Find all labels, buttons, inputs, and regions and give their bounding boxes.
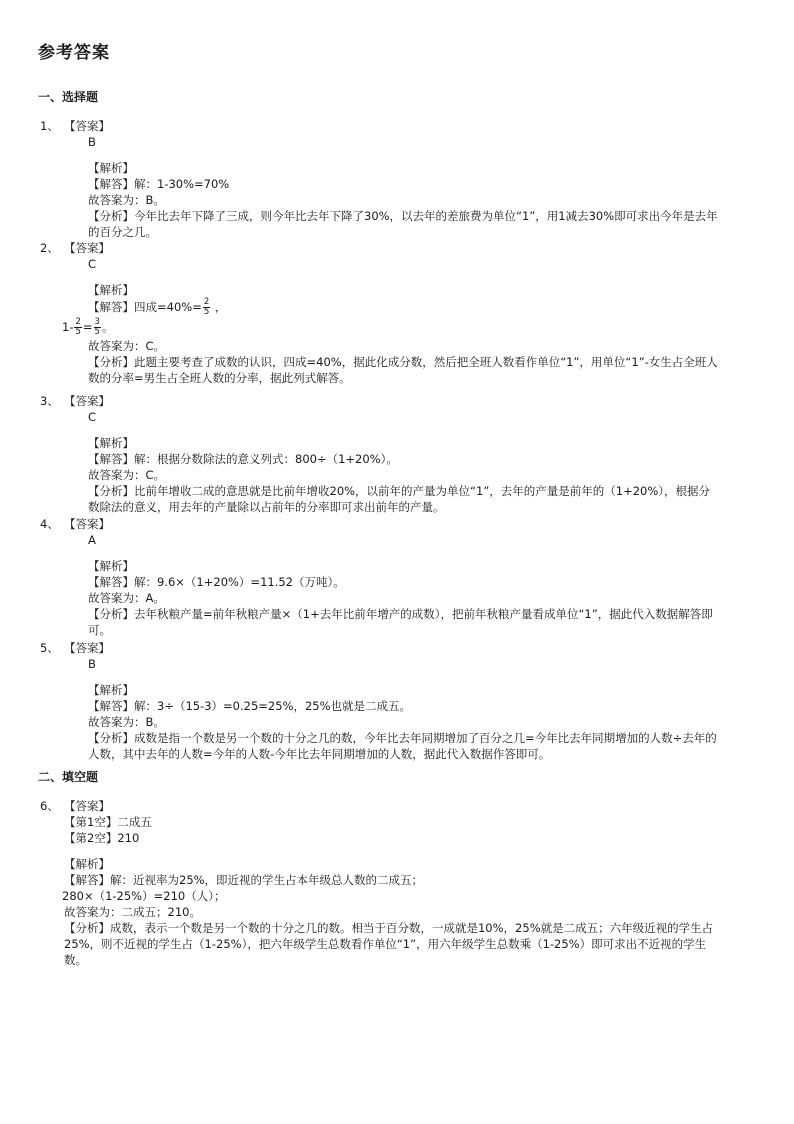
fraction: $\frac{2}{5}$ (75, 317, 81, 337)
explanation-text: 【分析】成数，表示一个数是另一个数的十分之几的数。相当于百分数，一成就是10%，25%就是二成五；六年级近视的学生占25%，则不近视的学生占（1-25%），把六年级学生总数看作单位“1”，用六年级学生总数乘（1-25%）即可求出不近视的学生数。 (64, 921, 714, 967)
blank-2-answer: 【第2空】210 (64, 831, 140, 845)
question-number: 2、 (40, 241, 59, 255)
analysis-label: 【解析】 (88, 559, 134, 573)
fraction: $\frac{3}{5}$ (94, 317, 100, 337)
answer-value: C (88, 257, 97, 271)
question-number: 4、 (40, 517, 59, 531)
analysis-label: 【解析】 (88, 683, 134, 697)
solution-line-1 (88, 298, 720, 318)
explanation-text: 【分析】成数是指一个数是另一个数的十分之几的数，今年比去年同期增加了百分之几=今年比去年同期增加的人数÷去年的人数，其中去年的人数=今年的人数-今年比去年同期增加的人数，据此代入数据作答即可。 (88, 731, 717, 761)
explanation-text: 【分析】去年秋粮产量=前年秋粮产量×（1+去年比前年增产的成数），把前年秋粮产量看成单位“1”，据此代入数据解答即可。 (88, 607, 713, 637)
result-text: 故答案为：C。 (88, 468, 166, 482)
result-text: 故答案为：B。 (88, 715, 165, 729)
answer-label: 【答案】 (64, 119, 110, 133)
solution-text: 【解答】解：3÷（15-3）=0.25=25%，25%也就是二成五。 (88, 699, 412, 713)
question-5 (40, 640, 720, 762)
answer-label: 【答案】 (64, 517, 110, 531)
section-heading-fill: 二、填空题 (38, 770, 99, 784)
question-3 (40, 393, 720, 515)
fraction: $\frac{2}{5}$ (203, 297, 210, 317)
expr-end: 。 (101, 320, 114, 334)
question-2 (40, 240, 720, 386)
solution-text: 【解答】四成=40%= (88, 300, 202, 314)
result-text: 故答案为：B。 (88, 193, 165, 207)
analysis-label: 【解析】 (64, 857, 110, 871)
result-text: 故答案为：C。 (88, 339, 166, 353)
analysis-label: 【解析】 (88, 161, 134, 175)
analysis-label: 【解析】 (88, 283, 134, 297)
question-number: 5、 (40, 641, 59, 655)
answer-label: 【答案】 (64, 241, 110, 255)
result-text: 故答案为：A。 (88, 591, 165, 605)
section-heading-choice: 一、选择题 (38, 90, 99, 104)
answer-value: A (88, 533, 96, 547)
analysis-label: 【解析】 (88, 436, 134, 450)
answer-value: B (88, 657, 96, 671)
answer-value: C (88, 410, 97, 424)
solution-line-2 (62, 318, 720, 338)
explanation-text: 【分析】此题主要考查了成数的认识，四成=40%，据此化成分数，然后把全班人数看作单位“1”，用单位“1”-女生占全班人数的分率=男生占全班人数的分率，据此列式解答。 (88, 355, 718, 385)
solution-text: 【解答】解：近视率为25%，即近视的学生占本年级总人数的二成五； (64, 873, 424, 887)
answer-label: 【答案】 (64, 394, 110, 408)
solution-text: 【解答】解：1-30%=70% (88, 177, 230, 191)
answer-label: 【答案】 (64, 799, 110, 813)
blank-1-answer: 【第1空】二成五 (64, 815, 152, 829)
solution-text-2: 280×（1-25%）=210（人）； (62, 889, 226, 903)
solution-text: 【解答】解：根据分数除法的意义列式：800÷（1+20%）。 (88, 452, 398, 466)
question-6 (40, 798, 720, 968)
answer-label: 【答案】 (64, 641, 110, 655)
expr-text: 1- (62, 320, 74, 334)
explanation-text: 【分析】今年比去年下降了三成，则今年比去年下降了30%，以去年的差旅费为单位“1”，用1减去30%即可求出今年是去年的百分之几。 (88, 209, 718, 239)
result-text: 故答案为：二成五；210。 (64, 905, 201, 919)
solution-text-end: ， (211, 300, 227, 314)
question-4 (40, 516, 720, 638)
explanation-text: 【分析】比前年增收二成的意思就是比前年增收20%，以前年的产量为单位“1”，去年的产量是前年的（1+20%），根据分数除法的意义，用去年的产量除以占前年的分率即可求出前年的产量。 (88, 484, 711, 514)
solution-text: 【解答】解：9.6×（1+20%）=11.52（万吨）。 (88, 575, 345, 589)
answer-value: B (88, 135, 96, 149)
page-title: 参考答案 (38, 43, 110, 63)
question-1 (40, 118, 720, 240)
question-number: 3、 (40, 394, 59, 408)
question-number: 6、 (40, 799, 59, 813)
question-number: 1、 (40, 119, 59, 133)
equals-sign: = (82, 320, 93, 334)
